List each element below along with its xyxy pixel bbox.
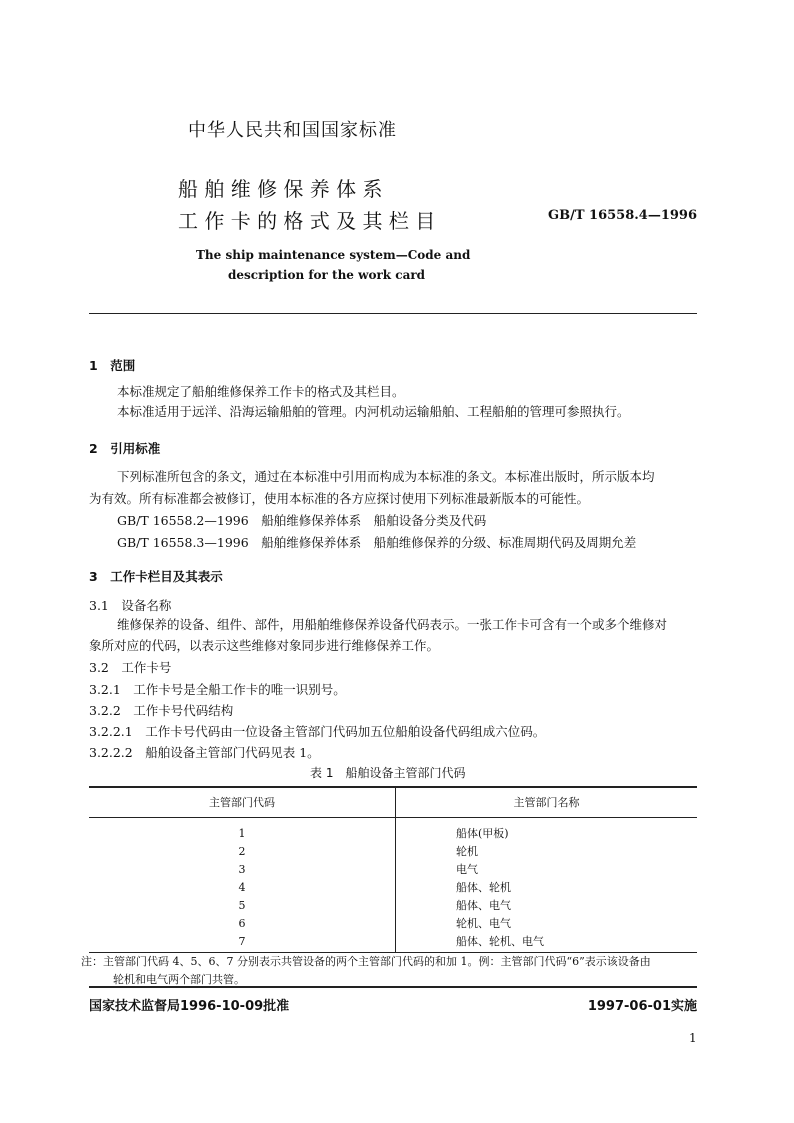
table-note-line-2: 轮机和电气两个部门共管。	[113, 973, 245, 986]
table-note-row	[89, 953, 697, 990]
table-bottom-border	[89, 986, 697, 988]
clause-3-2-heading: 3.2 工作卡号	[89, 660, 172, 675]
name-cell: 船体、轮机、电气	[456, 935, 544, 948]
code-cell: 2	[89, 842, 396, 860]
header-name: 主管部门名称	[396, 787, 698, 818]
english-title-line-2: description for the work card	[228, 268, 426, 282]
table-row	[89, 860, 697, 878]
clause-3-1-line-1: 维修保养的设备、组件、部件，用船舶维修保养设备代码表示。一张工作卡可含有一个或多个维修对	[117, 617, 668, 632]
table-row	[89, 818, 697, 843]
code-cell: 6	[89, 914, 396, 932]
english-title-line-1: The ship maintenance system—Code and	[196, 248, 471, 262]
department-code-table	[81, 787, 697, 989]
table-1-caption: 表 1 船舶设备主管部门代码	[310, 766, 466, 780]
reference-1: GB/T 16558.2—1996 船舶维修保养体系 船舶设备分类及代码	[117, 513, 487, 528]
table-row	[89, 896, 697, 914]
code-cell: 7	[89, 932, 396, 953]
title-line-2: 工 作 卡 的 格 式 及 其 栏 目	[178, 209, 436, 233]
table-note	[81, 953, 697, 990]
name-cell: 轮机	[456, 845, 478, 858]
code-cell: 5	[89, 896, 396, 914]
section-1-paragraph-2: 本标准适用于远洋、沿海运输船舶的管理。内河机动运输船舶、工程船舶的管理可参照执行。	[117, 404, 630, 419]
table-row	[89, 878, 697, 896]
section-2-paragraph-line-1: 下列标准所包含的条文，通过在本标准中引用而构成为本标准的条文。本标准出版时，所示版本均	[117, 469, 655, 484]
section-1-paragraph-1: 本标准规定了船舶维修保养工作卡的格式及其栏目。	[117, 384, 405, 399]
clause-3-2-2: 3.2.2 工作卡号代码结构	[89, 703, 234, 718]
clause-3-2-1: 3.2.1 工作卡号是全船工作卡的唯一识别号。	[89, 682, 346, 697]
clause-3-1-heading: 3.1 设备名称	[89, 598, 172, 613]
table-note-line-1: 注：主管部门代码 4、5、6、7 分别表示共管设备的两个主管部门代码的和加 1。例：主管部门代码“6”表示该设备由	[81, 955, 651, 968]
code-cell: 3	[89, 860, 396, 878]
table-row	[89, 932, 697, 953]
code-cell: 1	[89, 818, 396, 843]
name-cell: 船体、电气	[456, 899, 511, 912]
clause-3-2-2-1: 3.2.2.1 工作卡号代码由一位设备主管部门代码加五位船舶设备代码组成六位码。	[89, 724, 546, 739]
implementation-line: 1997-06-01实施	[587, 999, 697, 1014]
table-row	[89, 842, 697, 860]
title-line-1: 船 舶 维 修 保 养 体 系	[178, 177, 383, 201]
name-cell: 船体、轮机	[456, 881, 511, 894]
approval-line: 国家技术监督局1996-10-09批准	[89, 999, 290, 1014]
page-number: 1	[689, 1031, 697, 1045]
name-cell: 轮机、电气	[456, 917, 511, 930]
section-2-heading: 2 引用标准	[89, 441, 161, 456]
header-divider	[89, 313, 697, 314]
table-row	[89, 914, 697, 932]
header-code: 主管部门代码	[89, 787, 396, 818]
clause-3-2-2-2: 3.2.2.2 船舶设备主管部门代码见表 1。	[89, 745, 320, 760]
national-standard-title: 中华人民共和国国家标准	[188, 120, 397, 141]
section-2-paragraph-line-2: 为有效。所有标准都会被修订，使用本标准的各方应探讨使用下列标准最新版本的可能性。	[89, 491, 590, 506]
section-1-heading: 1 范围	[89, 358, 136, 373]
clause-3-1-line-2: 象所对应的代码，以表示这些维修对象同步进行维修保养工作。	[89, 638, 440, 653]
standard-code: GB/T 16558.4—1996	[548, 208, 698, 223]
name-cell: 电气	[456, 863, 478, 876]
reference-2: GB/T 16558.3—1996 船舶维修保养体系 船舶维修保养的分级、标准周期代码及周期允差	[117, 535, 637, 550]
code-cell: 4	[89, 878, 396, 896]
table-header-row	[89, 787, 697, 818]
name-cell: 船体(甲板)	[456, 827, 509, 840]
section-3-heading: 3 工作卡栏目及其表示	[89, 569, 223, 584]
